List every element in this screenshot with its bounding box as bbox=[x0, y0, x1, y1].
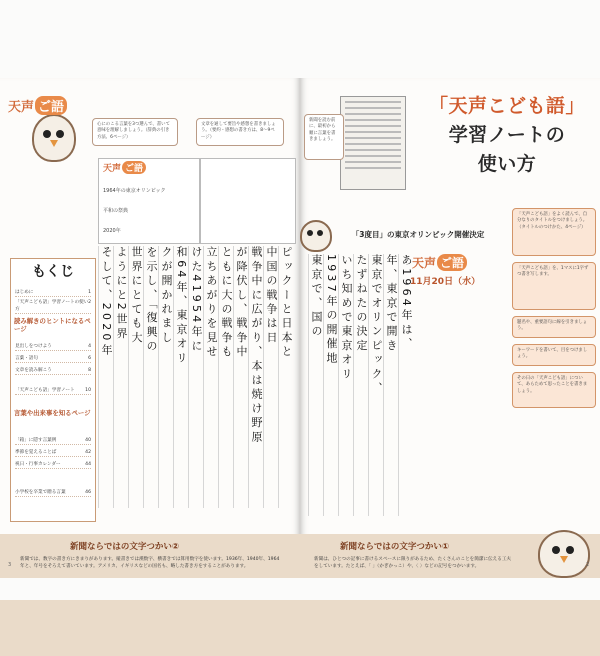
callout-reflection: その日の「天声こども語」について、あらためて思ったことを書きましょう。 bbox=[512, 372, 596, 408]
vocab-note: 1964年の東京オリンピック bbox=[103, 188, 166, 194]
right-column-grid bbox=[308, 254, 413, 516]
newspaper-photo bbox=[340, 96, 406, 190]
band-title: 新聞ならではの文字つかい② bbox=[70, 542, 180, 552]
toc-row[interactable]: 祝日・行事カレンダー 44 bbox=[15, 462, 91, 467]
toc-section-title: 言葉や出来事を知るページ bbox=[14, 409, 91, 417]
brand-logo: 天声 ご語 bbox=[8, 96, 67, 115]
grid-column: たずねたの決定 bbox=[353, 254, 368, 516]
article-date: 11月20日（水） bbox=[410, 277, 481, 287]
callout-copy: 「天声こども語」を、1マスに1字ずつ書き写します。 bbox=[512, 262, 596, 310]
toc-row[interactable]: 見出しをつけよう 4 bbox=[15, 344, 91, 349]
toc-section-title: 読み解きのヒントになるページ bbox=[14, 317, 91, 333]
toc-title: もくじ bbox=[11, 259, 95, 285]
grid-column: 戦争中に広がり、本は焼け野原 bbox=[248, 246, 263, 508]
grid-column: ようにと2世界 bbox=[113, 246, 128, 508]
grid-column: そして、2020年 bbox=[98, 246, 113, 508]
toc-row[interactable]: 「天声こども語」学習ノートの使い方 2 bbox=[15, 300, 91, 312]
owl-mascot-icon bbox=[32, 114, 76, 162]
owl-mascot-band-icon bbox=[538, 530, 590, 578]
toc-row[interactable]: 小学校を卒業で贈る言葉 46 bbox=[15, 490, 91, 495]
grid-column: 和64年、東京オリ bbox=[173, 246, 188, 508]
callout-keyword: キーワードを書いて、目をつけましょう。 bbox=[512, 344, 596, 366]
band-text: 新聞は、ひとつの記事に書けるスペースに限りがあるため、たくさんのことを簡潔に伝える工夫をしています。たとえば、「 」（かぎかっこ）や、〈 〉などの記号をつかいます。 bbox=[314, 557, 512, 569]
left-page bbox=[0, 78, 300, 578]
brand-logo-right: 天声 ご語 bbox=[412, 254, 467, 271]
grid-column: が降伏し、戦争中 bbox=[233, 246, 248, 508]
grid-column: 立ちあがりを見せ bbox=[203, 246, 218, 508]
callout-read-first: 新聞を読む前に、最初から順に言葉を書きましょう。 bbox=[304, 114, 344, 160]
toc-row[interactable]: 言葉・語句 6 bbox=[15, 356, 91, 361]
callout-vocabulary: 心にのこる言葉を3つ選んで、書いて意味を理解しましょう。（辞典の引き方法、6ページ） bbox=[92, 118, 178, 146]
toc-row[interactable]: 季節を覚えることば 42 bbox=[15, 450, 91, 455]
toc-row[interactable]: 「天声こども語」学習ノート 10 bbox=[15, 388, 91, 393]
grid-column: 中国の戦争は日 bbox=[263, 246, 278, 508]
scan-margin-bottom bbox=[0, 578, 600, 600]
grid-column: あ1964年は、 bbox=[398, 254, 413, 516]
owl-mascot-small-icon bbox=[300, 220, 332, 252]
toc-row[interactable]: はじめに 1 bbox=[15, 290, 91, 295]
grid-column: 世界にとても大 bbox=[128, 246, 143, 508]
scan-margin-top bbox=[0, 0, 600, 78]
grid-column: けた41954年に bbox=[188, 246, 203, 508]
toc-row[interactable]: 「箱」に隠す言葉例 40 bbox=[15, 438, 91, 443]
grid-column: ともに大の戦争も bbox=[218, 246, 233, 508]
band-title: 新聞ならではの文字つかい① bbox=[340, 542, 450, 552]
page-number: 2 bbox=[586, 562, 590, 568]
vocabulary-box bbox=[98, 158, 200, 244]
grid-column: 東京で、国の bbox=[308, 254, 323, 516]
grid-column: クが開かれまし bbox=[158, 246, 173, 508]
vocab-note: 平和の祭典 bbox=[103, 208, 129, 214]
left-column-grid bbox=[98, 246, 293, 508]
grid-column: いち知めで東京オリ bbox=[338, 254, 353, 516]
title-line: 「天声こども語」 bbox=[428, 95, 585, 117]
title-line: 学習ノートの bbox=[448, 124, 566, 146]
grid-column: 年、東京で開き bbox=[383, 254, 398, 516]
grid-column: ピックーと日本と bbox=[278, 246, 293, 508]
page-title bbox=[418, 92, 596, 179]
toc-row[interactable]: 文章を読み解こう 8 bbox=[15, 368, 91, 373]
grid-column: を示し、「復興の bbox=[143, 246, 158, 508]
callout-underline: 題名や、重要語句に線を引きましょう。 bbox=[512, 316, 596, 338]
grid-column: 東京でオリンピック、 bbox=[368, 254, 383, 516]
callout-title: 「天声こども語」をよく読んで、自分なりのタイトルをつけましょう。（タイトルのつけかた、4ページ） bbox=[512, 208, 596, 256]
summary-box bbox=[200, 158, 296, 244]
grid-column: 1937年の開催地 bbox=[323, 254, 338, 516]
article-headline: 「3度目」の東京オリンピック開催決定 bbox=[351, 230, 485, 239]
table-of-contents bbox=[10, 258, 96, 522]
brand-logo-small: 天声 ご語 bbox=[103, 161, 146, 174]
headline-row bbox=[330, 228, 506, 242]
callout-summary: 文章を通して要旨や感想を書きましょう。（要約・感想の書き方は、8〜9ページ） bbox=[196, 118, 284, 146]
title-line: 使い方 bbox=[477, 153, 537, 175]
page-number: 3 bbox=[8, 562, 12, 568]
vocab-note: 2020年 bbox=[103, 228, 121, 234]
band-text: 新聞では、数字の書き方にきまりがあります。縦書きでは漢数字、横書きでは算用数字を使います。1936年、1940年、1964年と、年号をそろえて書いています。アメリカ、イギリスなどの国名も、略した書き方をすることがあります。 bbox=[20, 557, 280, 569]
